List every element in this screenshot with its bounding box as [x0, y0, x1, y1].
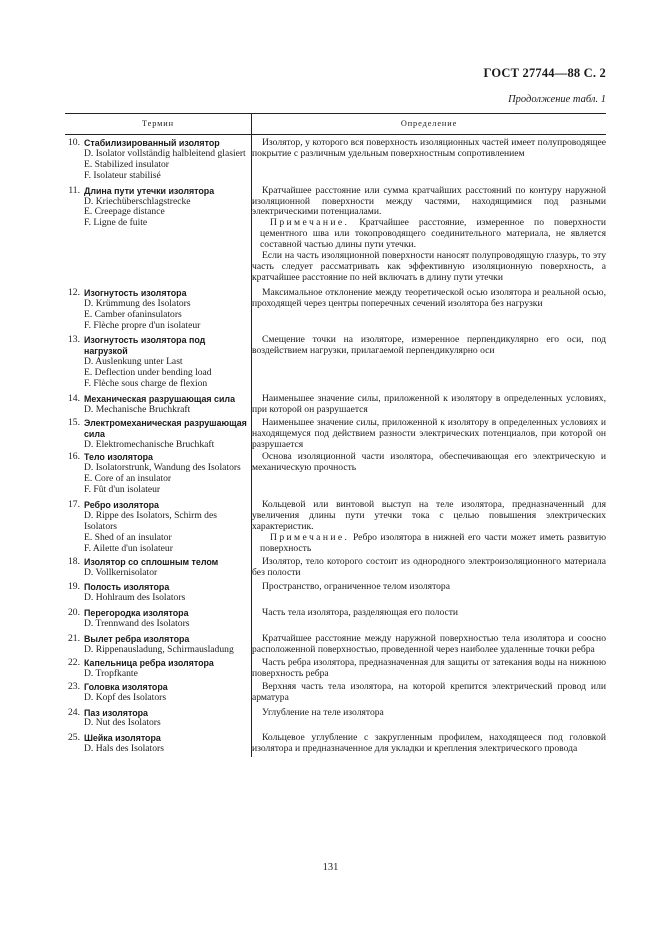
term-cell — [65, 418, 252, 453]
term-entry — [65, 557, 251, 579]
term-translation: E. Core of an insulator — [84, 473, 172, 485]
term-translation: F. Ailette d'un isolateur — [84, 542, 173, 554]
term-translation: D. Kriechüberschlagstrecke — [84, 195, 191, 207]
term-body — [84, 634, 251, 656]
term-translation: F. Isolateur stabilisé — [84, 169, 161, 181]
term-name: Изогнутость изолятора под нагрузкой — [84, 335, 206, 357]
term-entry — [65, 682, 251, 704]
term-name: Головка изолятора — [84, 681, 168, 692]
definition-cell — [252, 731, 607, 757]
term-translation: D. Rippe des Isolators, Schirm des Isolators — [84, 510, 217, 532]
definition-text: Пространство, ограниченное телом изолятора — [262, 581, 450, 593]
term-name: Капельница ребра изолятора — [84, 657, 214, 668]
column-header-term: Термин — [65, 114, 252, 135]
note-text: Ребро изолятора в нижней его части может иметь развитую поверхность — [260, 531, 606, 554]
term-number: 16. — [68, 451, 80, 463]
definition-cell — [252, 286, 607, 334]
definition-cell — [252, 418, 607, 453]
definition-cell — [252, 632, 607, 658]
table-row — [65, 706, 606, 732]
table-header-row — [65, 114, 606, 135]
term-cell — [65, 606, 252, 632]
term-body — [84, 138, 251, 182]
definition-cell — [252, 658, 607, 682]
definition-text: Основа изоляционной части изолятора, обеспечивающая его электрическую и механическую прочность — [252, 451, 606, 474]
term-translation: E. Stabilized insulator — [84, 158, 169, 170]
term-translation: D. Trennwand des Isolators — [84, 618, 190, 630]
table-row — [65, 658, 606, 682]
term-number: 18. — [68, 555, 80, 567]
term-body — [84, 733, 251, 755]
term-body — [84, 452, 251, 496]
term-entry — [65, 634, 251, 656]
term-body — [84, 418, 251, 451]
definition-cell — [252, 580, 607, 606]
term-body — [84, 500, 251, 555]
term-cell — [65, 682, 252, 706]
term-number: 15. — [68, 416, 80, 428]
table-row — [65, 731, 606, 757]
term-translation: E. Deflection under bending load — [84, 367, 212, 379]
table-row — [65, 498, 606, 557]
definition-text: Углубление на теле изолятора — [262, 706, 384, 718]
term-cell — [65, 580, 252, 606]
term-number: 23. — [68, 680, 80, 692]
note-label: Примечание. — [270, 531, 350, 543]
term-body — [84, 658, 251, 680]
definition-cell — [252, 557, 607, 581]
term-entry — [65, 658, 251, 680]
table-row — [65, 392, 606, 418]
term-cell — [65, 658, 252, 682]
term-number: 22. — [68, 656, 80, 668]
term-number: 11. — [68, 184, 80, 196]
term-number: 20. — [68, 607, 80, 619]
term-translation: D. Rippenausladung, Schirmausladung — [84, 643, 234, 655]
term-body — [84, 288, 251, 332]
term-cell — [65, 184, 252, 286]
term-translation: D. Hals des Isolators — [84, 743, 164, 755]
term-cell — [65, 333, 252, 392]
term-body — [84, 557, 251, 579]
term-entry — [65, 418, 251, 451]
table-row — [65, 452, 606, 498]
terms-table — [65, 113, 606, 757]
definition-text: Изолятор, тело которого состоит из однородного электроизоляционного материала без полости — [252, 555, 606, 578]
term-entry — [65, 608, 251, 630]
term-translation: D. Isolator vollständig halbleitend glasiert — [84, 147, 246, 159]
table-continuation-label: Продолжение табл. 1 — [508, 94, 606, 105]
term-name: Длина пути утечки изолятора — [84, 185, 215, 196]
definition-cell — [252, 184, 607, 286]
term-cell — [65, 286, 252, 334]
page-number: 131 — [322, 862, 339, 873]
term-translation: F. Flèche propre d'un isolateur — [84, 319, 201, 331]
definition-text: Максимальное отклонение между теоретической осью изолятора и реальной осью, проходящей через центры поперечных сечений изолятора без нагрузки — [252, 286, 606, 309]
term-translation: D. Nut des Isolators — [84, 717, 161, 729]
term-translation: D. Kopf des Isolators — [84, 691, 167, 703]
definition-text: Смещение точки на изоляторе, измеренное перпендикулярно его оси, под воздействием нагрузки, прилагаемой перпендикулярно оси — [252, 334, 606, 357]
note-label: Примечание. — [270, 217, 350, 229]
term-name: Ребро изолятора — [84, 500, 159, 511]
term-number: 19. — [68, 581, 80, 593]
term-number: 12. — [68, 286, 80, 298]
definition-cell — [252, 606, 607, 632]
term-name: Тело изолятора — [84, 452, 153, 463]
term-name: Паз изолятора — [84, 707, 148, 718]
term-number: 25. — [68, 732, 80, 744]
definition-cell — [252, 135, 607, 184]
definition-text: Наименьшее значение силы, приложенной к изолятору в определенных условиях и находящемуся под действием разности электрических потенциалов, при которой он разрушается — [252, 416, 606, 450]
term-number: 21. — [68, 633, 80, 645]
term-entry — [65, 452, 251, 496]
term-body — [84, 394, 251, 416]
table-row — [65, 135, 606, 184]
term-translation: D. Tropfkante — [84, 667, 138, 679]
term-body — [84, 335, 251, 390]
definition-text: Верхняя часть тела изолятора, на которой крепится электрический провод или арматура — [252, 680, 606, 703]
term-name: Электромеханическая разрушающая сила — [84, 417, 247, 439]
term-translation: F. Flèche sous charge de flexion — [84, 378, 208, 390]
definition-text: Изолятор, у которого вся поверхность изоляционных частей имеет полупроводящее покрытие с различным удельным поверхностным сопротивлением — [252, 137, 606, 159]
definition-note — [260, 533, 606, 555]
term-cell — [65, 632, 252, 658]
note-text: Кратчайшее расстояние, измеренное по поверхности цементного шва или токопроводящего соединительного материала, не является составной частью длины пути утечки. — [260, 217, 606, 251]
term-entry — [65, 394, 251, 416]
definition-text: Кратчайшее расстояние или сумма кратчайших расстояний по контуру наружной изоляционной поверхности между частями, находящимися под разными электрическими потенциалами. — [252, 184, 606, 218]
definition-note — [260, 218, 606, 251]
term-number: 13. — [68, 334, 80, 346]
term-translation: D. Mechanische Bruchkraft — [84, 403, 191, 415]
table-row — [65, 333, 606, 392]
term-number: 24. — [68, 706, 80, 718]
term-translation: D. Elektromechanische Bruchkaft — [84, 438, 215, 450]
term-entry — [65, 733, 251, 755]
definition-extra-text: Если на часть изоляционной поверхности наносят полупроводящую глазурь, то эту часть следует рассматривать как эффективную изоляционную поверхность, а кратчайшее расстояние по ней включать в длину пути утечки — [252, 250, 606, 283]
term-name: Изолятор со сплошным телом — [84, 556, 219, 567]
term-cell — [65, 452, 252, 498]
term-translation: F. Ligne de fuite — [84, 217, 148, 229]
definition-cell — [252, 452, 607, 498]
term-translation: D. Krümmung des Isolators — [84, 297, 191, 309]
definition-text: Часть тела изолятора, разделяющая его полости — [262, 607, 459, 619]
term-name: Стабилизированный изолятор — [84, 138, 220, 148]
document-header: ГОСТ 27744—88 С. 2 — [483, 66, 606, 80]
term-translation: D. Auslenkung unter Last — [84, 356, 183, 368]
term-entry — [65, 582, 251, 604]
table-row — [65, 632, 606, 658]
term-cell — [65, 135, 252, 184]
term-body — [84, 682, 251, 704]
definition-text: Наименьшее значение силы, приложенной к изолятору в определенных условиях, при которой он разрушается — [252, 392, 606, 415]
table-row — [65, 580, 606, 606]
term-entry — [65, 708, 251, 730]
definition-text: Кольцевой или винтовой выступ на теле изолятора, предназначенный для увеличения длины пути утечки тока с целью повышения электрических характеристик. — [252, 499, 606, 532]
term-body — [84, 608, 251, 630]
term-translation: F. Fût d'un isolateur — [84, 484, 161, 496]
definition-cell — [252, 333, 607, 392]
term-body — [84, 708, 251, 730]
table-row — [65, 184, 606, 286]
definition-text: Кратчайшее расстояние между наружной поверхностью тела изолятора и соосно расположенной поверхностью, проведенной через наиболее удаленные точки ребра — [252, 633, 606, 655]
term-name: Вылет ребра изолятора — [84, 634, 190, 645]
term-entry — [65, 335, 251, 390]
term-number: 10. — [68, 137, 80, 148]
term-number: 14. — [68, 392, 80, 404]
term-name: Механическая разрушающая сила — [84, 393, 236, 404]
table-row — [65, 557, 606, 581]
term-translation: D. Hohlraum des Isolators — [84, 592, 186, 604]
term-body — [84, 582, 251, 604]
column-header-definition: Определение — [252, 114, 607, 135]
definition-cell — [252, 706, 607, 732]
term-translation: E. Shed of an insulator — [84, 531, 172, 543]
table-row — [65, 418, 606, 453]
definition-cell — [252, 392, 607, 418]
term-entry — [65, 186, 251, 230]
table-row — [65, 606, 606, 632]
term-translation: D. Vollkernisolator — [84, 566, 158, 578]
definition-text: Часть ребра изолятора, предназначенная для защиты от затекания воды на нижнюю поверхность ребра — [252, 656, 606, 679]
term-cell — [65, 392, 252, 418]
term-name: Изогнутость изолятора — [84, 287, 187, 298]
term-name: Полость изолятора — [84, 582, 170, 593]
term-cell — [65, 498, 252, 557]
definition-cell — [252, 498, 607, 557]
term-translation: D. Isolatorstrunk, Wandung des Isolators — [84, 462, 241, 474]
term-body — [84, 186, 251, 230]
table-row — [65, 682, 606, 706]
term-translation: E. Creepage distance — [84, 206, 165, 218]
term-name: Перегородка изолятора — [84, 608, 189, 619]
term-translation: E. Camber ofaninsulators — [84, 308, 182, 320]
term-cell — [65, 731, 252, 757]
table-row — [65, 286, 606, 334]
term-number: 17. — [68, 499, 80, 511]
term-cell — [65, 557, 252, 581]
term-cell — [65, 706, 252, 732]
definition-text: Кольцевое углубление с закругленным профилем, находящееся под головкой изолятора и предназначенное для укладки и крепления электрического провода — [252, 732, 606, 755]
term-entry — [65, 138, 251, 182]
term-name: Шейка изолятора — [84, 733, 161, 744]
term-entry — [65, 288, 251, 332]
term-entry — [65, 500, 251, 555]
definition-cell — [252, 682, 607, 706]
